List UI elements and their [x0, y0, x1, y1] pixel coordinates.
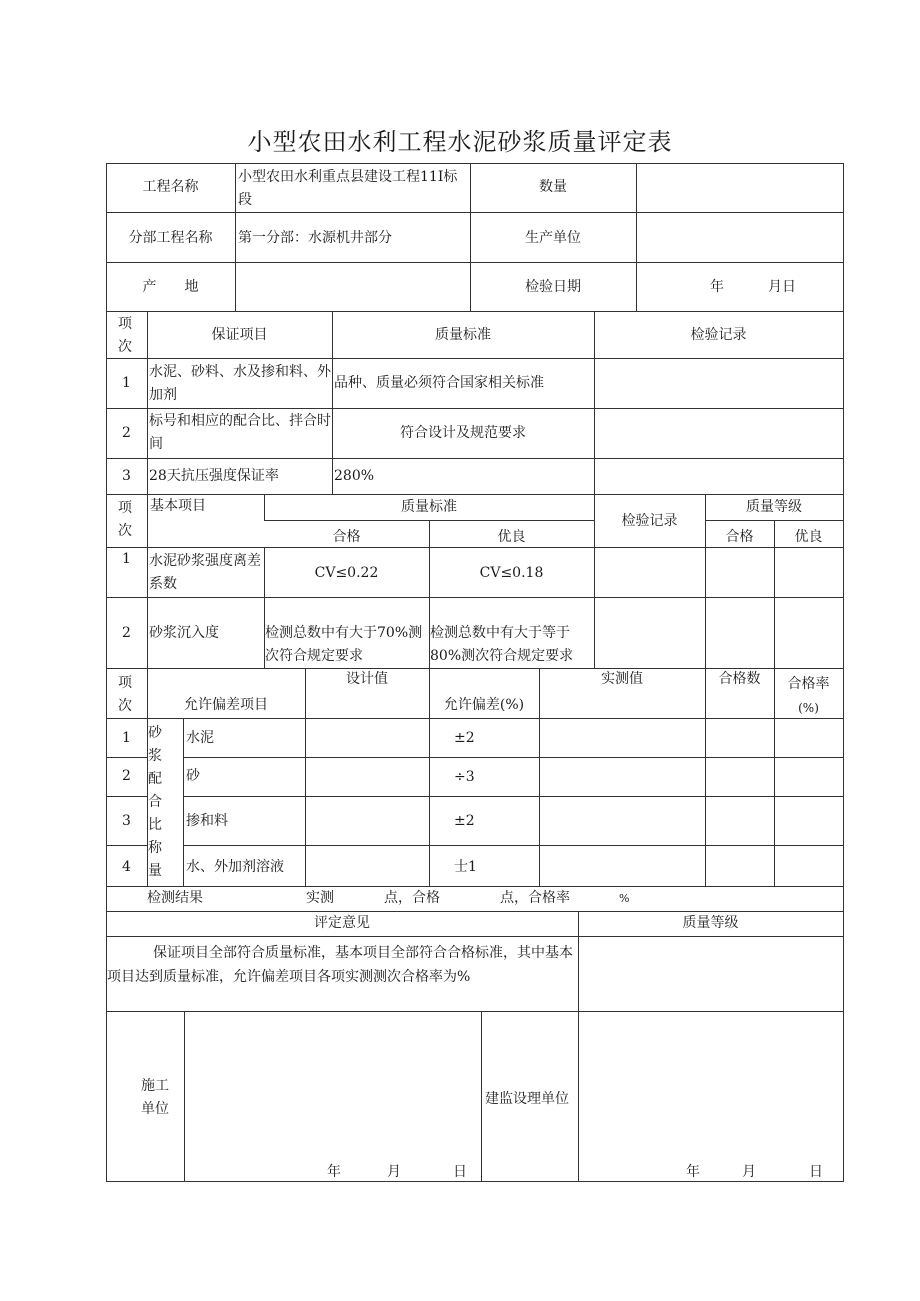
tolerance-item: 砂: [186, 768, 200, 784]
pass-count-label: 合格数: [718, 671, 761, 687]
design-value-label: 设计值: [346, 671, 388, 687]
tolerance-item: 水泥: [186, 730, 214, 746]
basic-pass-label: 合格: [332, 529, 361, 545]
pass-rate-label: 合格率: [787, 676, 830, 692]
guarantee-standard: 品种、质量必须符合国家相关标准: [334, 375, 544, 391]
origin-label: 产 地: [142, 279, 199, 295]
measured-value-label: 实测值: [601, 671, 643, 687]
basic-pass: 检测总数中有大于70%测次符合规定要求: [265, 625, 423, 664]
basic-record-label: 检验记录: [621, 513, 678, 529]
subproject-label: 分部工程名称: [128, 230, 213, 246]
basic-grade-label: 质量等级: [746, 499, 802, 515]
tolerance-value: ±2: [454, 730, 475, 746]
construction-sign-month: 月: [387, 1164, 401, 1180]
construction-sign-day: 日: [453, 1164, 467, 1180]
guarantee-record-label: 检验记录: [690, 327, 747, 343]
supervision-sign-year: 年: [686, 1164, 700, 1180]
date-monthday: 月日: [768, 279, 796, 295]
tolerance-value: 士1: [454, 859, 477, 875]
supervision-unit-label: 建监设理单位: [485, 1091, 569, 1107]
basic-excellent: CV≤0.18: [479, 565, 544, 581]
evaluation-grade-label: 质量等级: [682, 915, 739, 931]
supervision-sign-day: 日: [809, 1164, 823, 1180]
tolerance-label: 允许偏差(%): [443, 697, 525, 713]
project-name-label: 工程名称: [142, 179, 199, 195]
guarantee-standard: 280%: [334, 468, 375, 484]
basic-grade-excellent: 优良: [794, 529, 823, 545]
quantity-label: 数量: [539, 179, 567, 195]
row-no: 4: [122, 859, 131, 875]
tolerance-item-no-label: 项次: [118, 675, 132, 714]
basic-grade-pass: 合格: [725, 529, 754, 545]
row-no: 3: [122, 813, 131, 829]
basic-pass: CV≤0.22: [314, 565, 379, 581]
result-label: 检测结果: [147, 890, 203, 906]
basic-item-label: 基本项目: [150, 498, 206, 514]
guarantee-standard: 符合设计及规范要求: [400, 425, 526, 441]
result-measured: 实测: [306, 890, 334, 906]
guarantee-standard-label: 质量标准: [435, 327, 491, 343]
guarantee-item: 标号和相应的配合比、拌合时间: [149, 413, 331, 452]
tolerance-item: 水、外加剂溶液: [186, 859, 284, 875]
producer-label: 生产单位: [525, 230, 581, 246]
opinion-text: 保证项目全部符合质量标准，基本项目全部符合合格标准，其中基本项目达到质量标准，允许偏差项目各项实测测次合格率为%: [107, 945, 573, 985]
guarantee-item: 28天抗压强度保证率: [149, 468, 279, 484]
row-no: 2: [122, 768, 131, 784]
project-name-value: 小型农田水利重点县建设工程11I标段: [238, 169, 458, 208]
guarantee-item-label: 保证项目: [211, 327, 268, 343]
supervision-sign-month: 月: [742, 1164, 756, 1180]
guarantee-item-no-label: 项次: [118, 316, 132, 355]
basic-standard-label: 质量标准: [401, 499, 457, 515]
basic-item: 水泥砂浆强度离差系数: [149, 553, 261, 592]
subproject-value: 第一分部：水源机井部分: [238, 230, 392, 246]
page-title: 小型农田水利工程水泥砂浆质量评定表: [247, 128, 673, 156]
construction-sign-year: 年: [327, 1164, 341, 1180]
construction-unit-label: 施工单位: [141, 1078, 169, 1117]
row-no: 1: [122, 551, 131, 567]
mix-weighing-group-label: 砂浆配合比称量: [148, 725, 168, 879]
basic-item-no-label: 项次: [118, 500, 132, 539]
row-no: 2: [122, 425, 131, 441]
result-percent: %: [619, 892, 630, 905]
pass-rate-unit: (%): [798, 701, 819, 715]
tolerance-item: 掺和料: [186, 813, 228, 829]
result-points-pass: 点，合格: [384, 890, 440, 906]
tolerance-value: ±2: [454, 813, 475, 829]
basic-item: 砂浆沉入度: [149, 625, 219, 641]
tolerance-value: ÷3: [454, 769, 475, 785]
result-points-rate: 点，合格率: [500, 890, 570, 906]
row-no: 2: [122, 625, 131, 641]
row-no: 3: [122, 468, 131, 484]
basic-excellent-label: 优良: [497, 529, 526, 545]
opinion-label: 评定意见: [314, 915, 370, 931]
guarantee-item: 水泥、砂料、水及掺和料、外加剂: [149, 364, 331, 403]
row-no: 1: [122, 375, 131, 391]
tolerance-item-label: 允许偏差项目: [184, 697, 268, 713]
date-year: 年: [710, 279, 724, 295]
basic-excellent: 检测总数中有大于等于80%测次符合规定要求: [430, 625, 574, 664]
inspection-date-label: 检验日期: [525, 279, 581, 295]
row-no: 1: [122, 730, 131, 746]
